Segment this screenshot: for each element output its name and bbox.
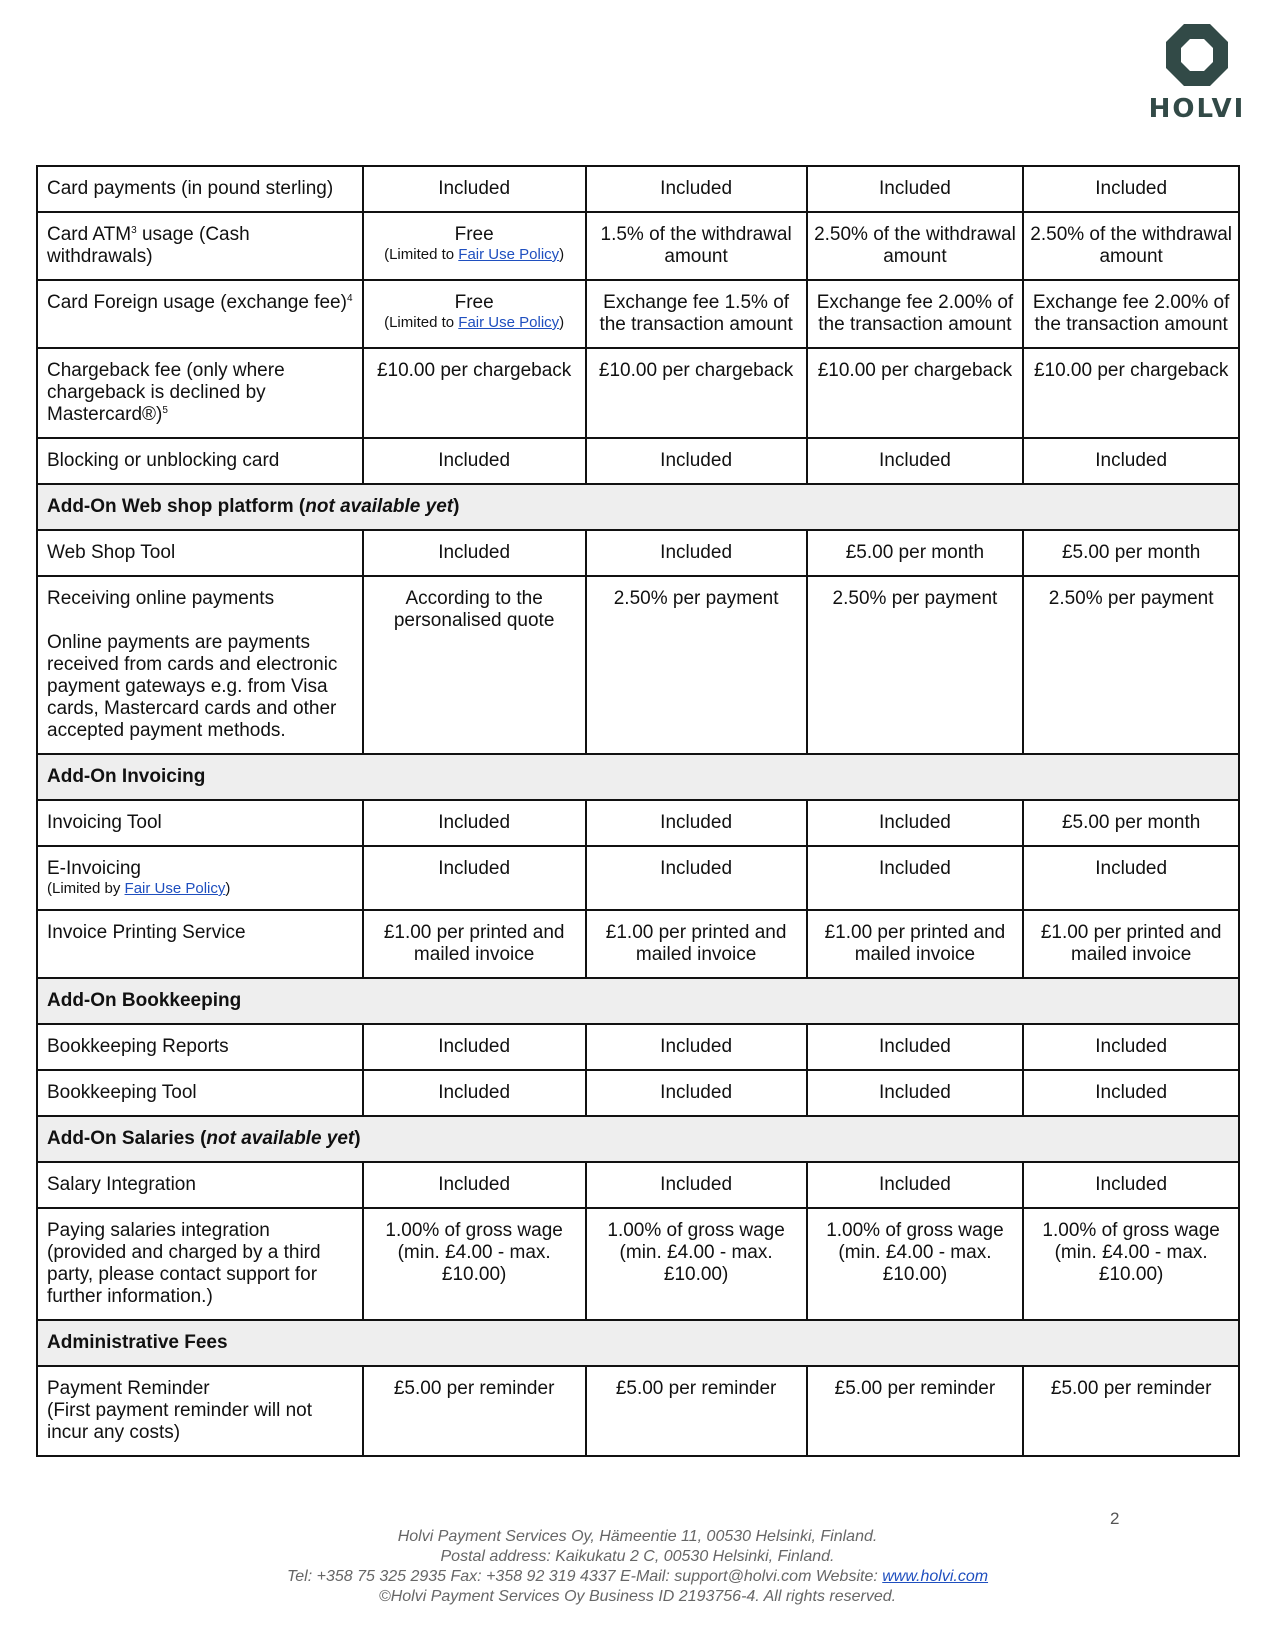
fee-cell: Included [807, 438, 1024, 484]
section-header-row [37, 754, 1239, 800]
fee-cell: 2.50% per payment [1023, 576, 1239, 754]
table-row [37, 438, 1239, 484]
free-label: Free [454, 292, 494, 313]
table-row [37, 846, 1239, 910]
section-salaries-title [37, 1116, 1239, 1162]
fee-cell: Included [363, 530, 586, 576]
note-suffix: ) [559, 314, 565, 331]
footer-copyright: ©Holvi Payment Services Oy Business ID 2193756-4. All rights reserved. [378, 1588, 897, 1605]
fee-cell: Included [586, 1070, 807, 1116]
fee-cell: Included [1023, 1024, 1239, 1070]
row-label [37, 212, 363, 280]
note-prefix: (Limited to [384, 314, 459, 331]
fee-cell: Exchange fee 2.00% of the transaction amount [1023, 280, 1239, 348]
fee-cell: Included [807, 846, 1024, 910]
label-description: Online payments are payments received from cards and electronic payment gateways e.g. from Visa cards, Mastercard cards and other accepted payment methods. [47, 632, 338, 741]
fee-cell: Included [586, 530, 807, 576]
table-row [37, 1024, 1239, 1070]
fair-use-policy-link[interactable]: Fair Use Policy [458, 246, 560, 263]
fee-cell: 2.50% of the withdrawal amount [807, 212, 1024, 280]
holvi-logo [1144, 22, 1250, 124]
fee-cell: Included [586, 1162, 807, 1208]
footer-postal-address: Postal address: Kaikukatu 2 C, 00530 Helsinki, Finland. [440, 1548, 835, 1565]
fee-cell: 2.50% of the withdrawal amount [1023, 212, 1239, 280]
fee-cell: £1.00 per printed and mailed invoice [363, 910, 586, 978]
note-prefix: (Limited by [47, 880, 125, 897]
fee-cell: Included [586, 846, 807, 910]
fee-cell: Exchange fee 1.5% of the transaction amount [586, 280, 807, 348]
fair-use-policy-link[interactable]: Fair Use Policy [458, 314, 560, 331]
table-row [37, 800, 1239, 846]
fee-cell: Included [807, 1162, 1024, 1208]
row-label: Blocking or unblocking card [37, 438, 363, 484]
fee-cell: Included [807, 800, 1024, 846]
fee-cell: Exchange fee 2.00% of the transaction amount [807, 280, 1024, 348]
holvi-logo-text: HOLVI [1148, 94, 1246, 124]
label-text: usage (Cash withdrawals) [47, 224, 250, 267]
fair-use-policy-link[interactable]: Fair Use Policy [124, 880, 226, 897]
fee-cell: Included [363, 1070, 586, 1116]
fee-cell: £10.00 per chargeback [586, 348, 807, 438]
fee-cell: Included [807, 166, 1024, 212]
fee-cell: 1.00% of gross wage (min. £4.00 - max. £10.00) [1023, 1208, 1239, 1320]
section-header-row [37, 1320, 1239, 1366]
fee-cell: £5.00 per month [1023, 800, 1239, 846]
table-row [37, 348, 1239, 438]
fee-cell: 2.50% per payment [807, 576, 1024, 754]
fee-cell: Included [363, 1024, 586, 1070]
fee-cell: Included [1023, 1162, 1239, 1208]
section-label: Add-On Web shop platform ( [47, 496, 306, 517]
fee-cell: Included [363, 800, 586, 846]
fee-cell: £5.00 per reminder [586, 1366, 807, 1456]
section-invoicing-title: Add-On Invoicing [37, 754, 1239, 800]
row-label: Bookkeeping Reports [37, 1024, 363, 1070]
table-row [37, 530, 1239, 576]
fee-cell: 2.50% per payment [586, 576, 807, 754]
section-close: ) [354, 1128, 361, 1149]
fair-use-note [47, 880, 354, 898]
fee-cell: £5.00 per month [807, 530, 1024, 576]
label-text: Payment Reminder [47, 1378, 210, 1399]
section-header-row [37, 1116, 1239, 1162]
row-label [37, 846, 363, 910]
row-label [37, 348, 363, 438]
fee-cell: £5.00 per month [1023, 530, 1239, 576]
fee-cell: Included [363, 438, 586, 484]
fee-cell: £10.00 per chargeback [1023, 348, 1239, 438]
footnote-ref: 5 [162, 405, 168, 416]
row-label: Invoicing Tool [37, 800, 363, 846]
fee-cell: £5.00 per reminder [807, 1366, 1024, 1456]
fee-cell [363, 212, 586, 280]
label-text: E-Invoicing [47, 858, 141, 879]
fee-cell: Included [807, 1070, 1024, 1116]
row-label [37, 280, 363, 348]
fee-cell: £5.00 per reminder [363, 1366, 586, 1456]
row-label: Paying salaries integration (provided and charged by a third party, please contact support for further information.) [37, 1208, 363, 1320]
fee-cell: Included [1023, 1070, 1239, 1116]
row-label: Card payments (in pound sterling) [37, 166, 363, 212]
fee-cell: £1.00 per printed and mailed invoice [807, 910, 1024, 978]
section-note: not available yet [206, 1128, 355, 1149]
table-row [37, 910, 1239, 978]
row-label: Web Shop Tool [37, 530, 363, 576]
fee-cell: Included [586, 800, 807, 846]
section-admin-title: Administrative Fees [37, 1320, 1239, 1366]
table-row [37, 576, 1239, 754]
fee-cell: Included [1023, 846, 1239, 910]
fee-cell: Included [586, 166, 807, 212]
fee-cell: Included [363, 846, 586, 910]
fee-cell: Included [586, 1024, 807, 1070]
footer [0, 1527, 1275, 1607]
section-bookkeeping-title: Add-On Bookkeeping [37, 978, 1239, 1024]
fair-use-note [368, 246, 581, 264]
fee-cell: Included [586, 438, 807, 484]
fee-cell: £10.00 per chargeback [363, 348, 586, 438]
row-label [37, 576, 363, 754]
page-number: 2 [1110, 1509, 1120, 1528]
fee-cell: 1.00% of gross wage (min. £4.00 - max. £10.00) [363, 1208, 586, 1320]
label-text: Chargeback fee (only where chargeback is declined by Mastercard®) [47, 360, 285, 425]
label-text: Receiving online payments [47, 588, 275, 609]
fee-cell: £1.00 per printed and mailed invoice [1023, 910, 1239, 978]
fee-cell: Included [1023, 166, 1239, 212]
fee-cell: Included [363, 1162, 586, 1208]
fee-cell: £10.00 per chargeback [807, 348, 1024, 438]
footer-address: Holvi Payment Services Oy, Hämeentie 11, 00530 Helsinki, Finland. [397, 1528, 878, 1545]
fee-cell: 1.00% of gross wage (min. £4.00 - max. £10.00) [807, 1208, 1024, 1320]
section-webshop-title [37, 484, 1239, 530]
website-link[interactable]: www.holvi.com [882, 1568, 989, 1585]
row-label [37, 1366, 363, 1456]
table-row [37, 166, 1239, 212]
label-subtext: (First payment reminder will not incur any costs) [47, 1400, 313, 1443]
fee-cell: Included [807, 1024, 1024, 1070]
footnote-ref: 3 [131, 225, 137, 236]
fee-cell: £5.00 per reminder [1023, 1366, 1239, 1456]
fee-cell [363, 280, 586, 348]
fee-cell: 1.00% of gross wage (min. £4.00 - max. £10.00) [586, 1208, 807, 1320]
section-header-row [37, 978, 1239, 1024]
section-label: Add-On Salaries ( [47, 1128, 207, 1149]
footer-contact-text: Tel: +358 75 325 2935 Fax: +358 92 319 4337 E-Mail: support@holvi.com Website: [286, 1568, 883, 1585]
holvi-logo-icon [1164, 22, 1230, 88]
free-label: Free [454, 224, 494, 245]
label-text: Card Foreign usage (exchange fee) [47, 292, 347, 313]
row-label: Salary Integration [37, 1162, 363, 1208]
table-row [37, 1162, 1239, 1208]
fee-cell: £1.00 per printed and mailed invoice [586, 910, 807, 978]
row-label: Invoice Printing Service [37, 910, 363, 978]
table-row [37, 1208, 1239, 1320]
footnote-ref: 4 [346, 293, 353, 304]
table-row [37, 1366, 1239, 1456]
section-note: not available yet [305, 496, 454, 517]
row-label: Bookkeeping Tool [37, 1070, 363, 1116]
note-suffix: ) [225, 880, 231, 897]
note-suffix: ) [559, 246, 565, 263]
note-prefix: (Limited to [384, 246, 459, 263]
footer-contact [0, 1567, 1275, 1587]
label-text: Card ATM [47, 224, 132, 245]
fee-cell: Included [1023, 438, 1239, 484]
fair-use-note [368, 314, 581, 332]
section-header-row [37, 484, 1239, 530]
table-row [37, 212, 1239, 280]
fee-cell: 1.5% of the withdrawal amount [586, 212, 807, 280]
fee-cell: According to the personalised quote [363, 576, 586, 754]
table-row [37, 280, 1239, 348]
fee-table [36, 165, 1240, 1457]
section-close: ) [453, 496, 460, 517]
table-row [37, 1070, 1239, 1116]
fee-cell: Included [363, 166, 586, 212]
